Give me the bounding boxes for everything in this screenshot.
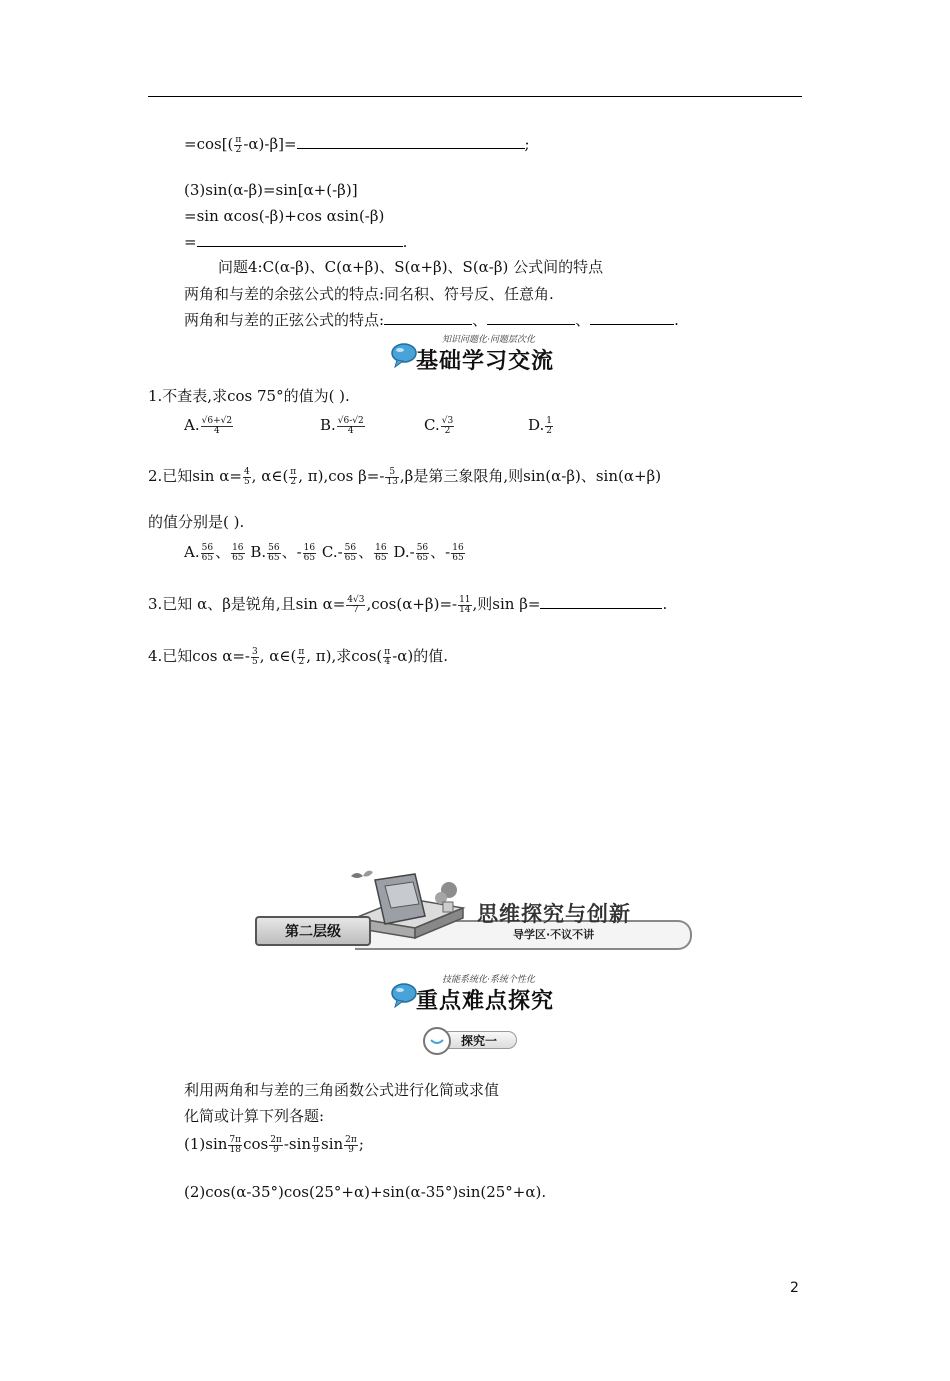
line-sin-expand: =sin αcos(-β)+cos αsin(-β) bbox=[184, 207, 385, 225]
answer-blank[interactable] bbox=[590, 310, 674, 325]
problem-2-stem: 2.已知sin α= $\frac{4}{5}$ , α∈( $\frac{\pi}{2}$ , π),cos β=- $\frac{5}{13}$ ,β是第三象限角,则sin(α-β)、sin(α+β) bbox=[148, 466, 662, 487]
cos-feature: 两角和与差的余弦公式的特点:同名积、符号反、任意角. bbox=[184, 285, 554, 303]
banner-subtitle: 知识问题化·问题层次化 bbox=[442, 335, 535, 345]
explore-tag bbox=[423, 1027, 521, 1053]
page-number: 2 bbox=[790, 1280, 799, 1296]
explore-item-1: (1)sin $\frac{7\pi}{18}$ cos $\frac{2\pi}{9}$ -sin $\frac{\pi}{9}$ sin $\frac{2\pi}{9}$ ; bbox=[184, 1134, 364, 1155]
line-sin-result: = . bbox=[184, 233, 408, 251]
explore-topic: 利用两角和与差的三角函数公式进行化简或求值 bbox=[184, 1081, 500, 1099]
answer-blank[interactable] bbox=[197, 232, 403, 247]
speech-bubble-icon bbox=[390, 982, 416, 1006]
banner-title: 重点难点探究 bbox=[416, 989, 555, 1014]
answer-blank[interactable] bbox=[540, 594, 662, 609]
problem-1-option-b: B. $\frac{√6-√2}{4}$ bbox=[320, 415, 364, 436]
answer-blank[interactable] bbox=[384, 310, 472, 325]
problem-1-stem: 1.不查表,求cos 75°的值为( ). bbox=[148, 387, 350, 405]
banner-title: 基础学习交流 bbox=[416, 349, 555, 374]
sin-feature: 两角和与差的正弦公式的特点: 、 、 . bbox=[184, 311, 679, 329]
problem-1-option-c: C. $\frac{√3}{2}$ bbox=[424, 415, 454, 436]
answer-blank[interactable] bbox=[487, 310, 575, 325]
problem-1-option-d: D. $\frac{1}{2}$ bbox=[528, 415, 552, 436]
explore-item-2: (2)cos(α-35°)cos(25°+α)+sin(α-35°)sin(25°+α). bbox=[184, 1183, 547, 1201]
problem-3: 3.已知 α、β是锐角,且sin α= $\frac{4√3}{7}$ ,cos(α+β)=- $\frac{11}{14}$ ,则sin β= . bbox=[148, 594, 668, 615]
problem-2-options: A. $\frac{56}{65}$ 、 $\frac{16}{65}$ B. $\frac{56}{65}$ 、- $\frac{16}{65}$ C.- $\frac{56}{65}$ 、 $\frac{16}{65}$ D.- $\frac{56}{65}$ 、- $\frac{16}{65}$ bbox=[184, 542, 464, 563]
explore-instruction: 化简或计算下列各题: bbox=[184, 1107, 325, 1125]
section-banner-key bbox=[390, 972, 570, 1012]
explore-label: 探究一 bbox=[443, 1031, 517, 1049]
line-sin-diff: (3)sin(α-β)=sin[α+(-β)] bbox=[184, 181, 358, 199]
banner-subtitle: 技能系统化·系统个性化 bbox=[442, 975, 535, 985]
level-title: 思维探究与创新 bbox=[477, 902, 631, 926]
check-circle-icon bbox=[423, 1027, 451, 1055]
speech-bubble-icon bbox=[390, 342, 416, 366]
level-subtitle: 导学区·不议不讲 bbox=[513, 928, 595, 941]
line-cos-expansion: =cos[( $\frac{\pi}{2}$ -α)-β]= ; bbox=[184, 134, 530, 155]
problem-2-stem-2: 的值分别是( ). bbox=[148, 513, 245, 531]
level-tab: 第二层级 bbox=[255, 916, 371, 946]
problem-4: 4.已知cos α=- $\frac{3}{5}$ , α∈( $\frac{\pi}{2}$ , π),求cos( $\frac{\pi}{4}$ -α)的值. bbox=[148, 646, 449, 667]
question-4-title: 问题4:C(α-β)、C(α+β)、S(α+β)、S(α-β) 公式间的特点 bbox=[218, 258, 604, 276]
fraction: $\frac{\pi}{2}$ bbox=[235, 134, 242, 155]
problem-1-option-a: A. $\frac{√6+√2}{4}$ bbox=[184, 415, 233, 436]
level-two-banner bbox=[255, 868, 690, 950]
header-rule bbox=[148, 96, 802, 97]
section-banner-basic bbox=[390, 332, 570, 372]
answer-blank[interactable] bbox=[297, 134, 525, 149]
